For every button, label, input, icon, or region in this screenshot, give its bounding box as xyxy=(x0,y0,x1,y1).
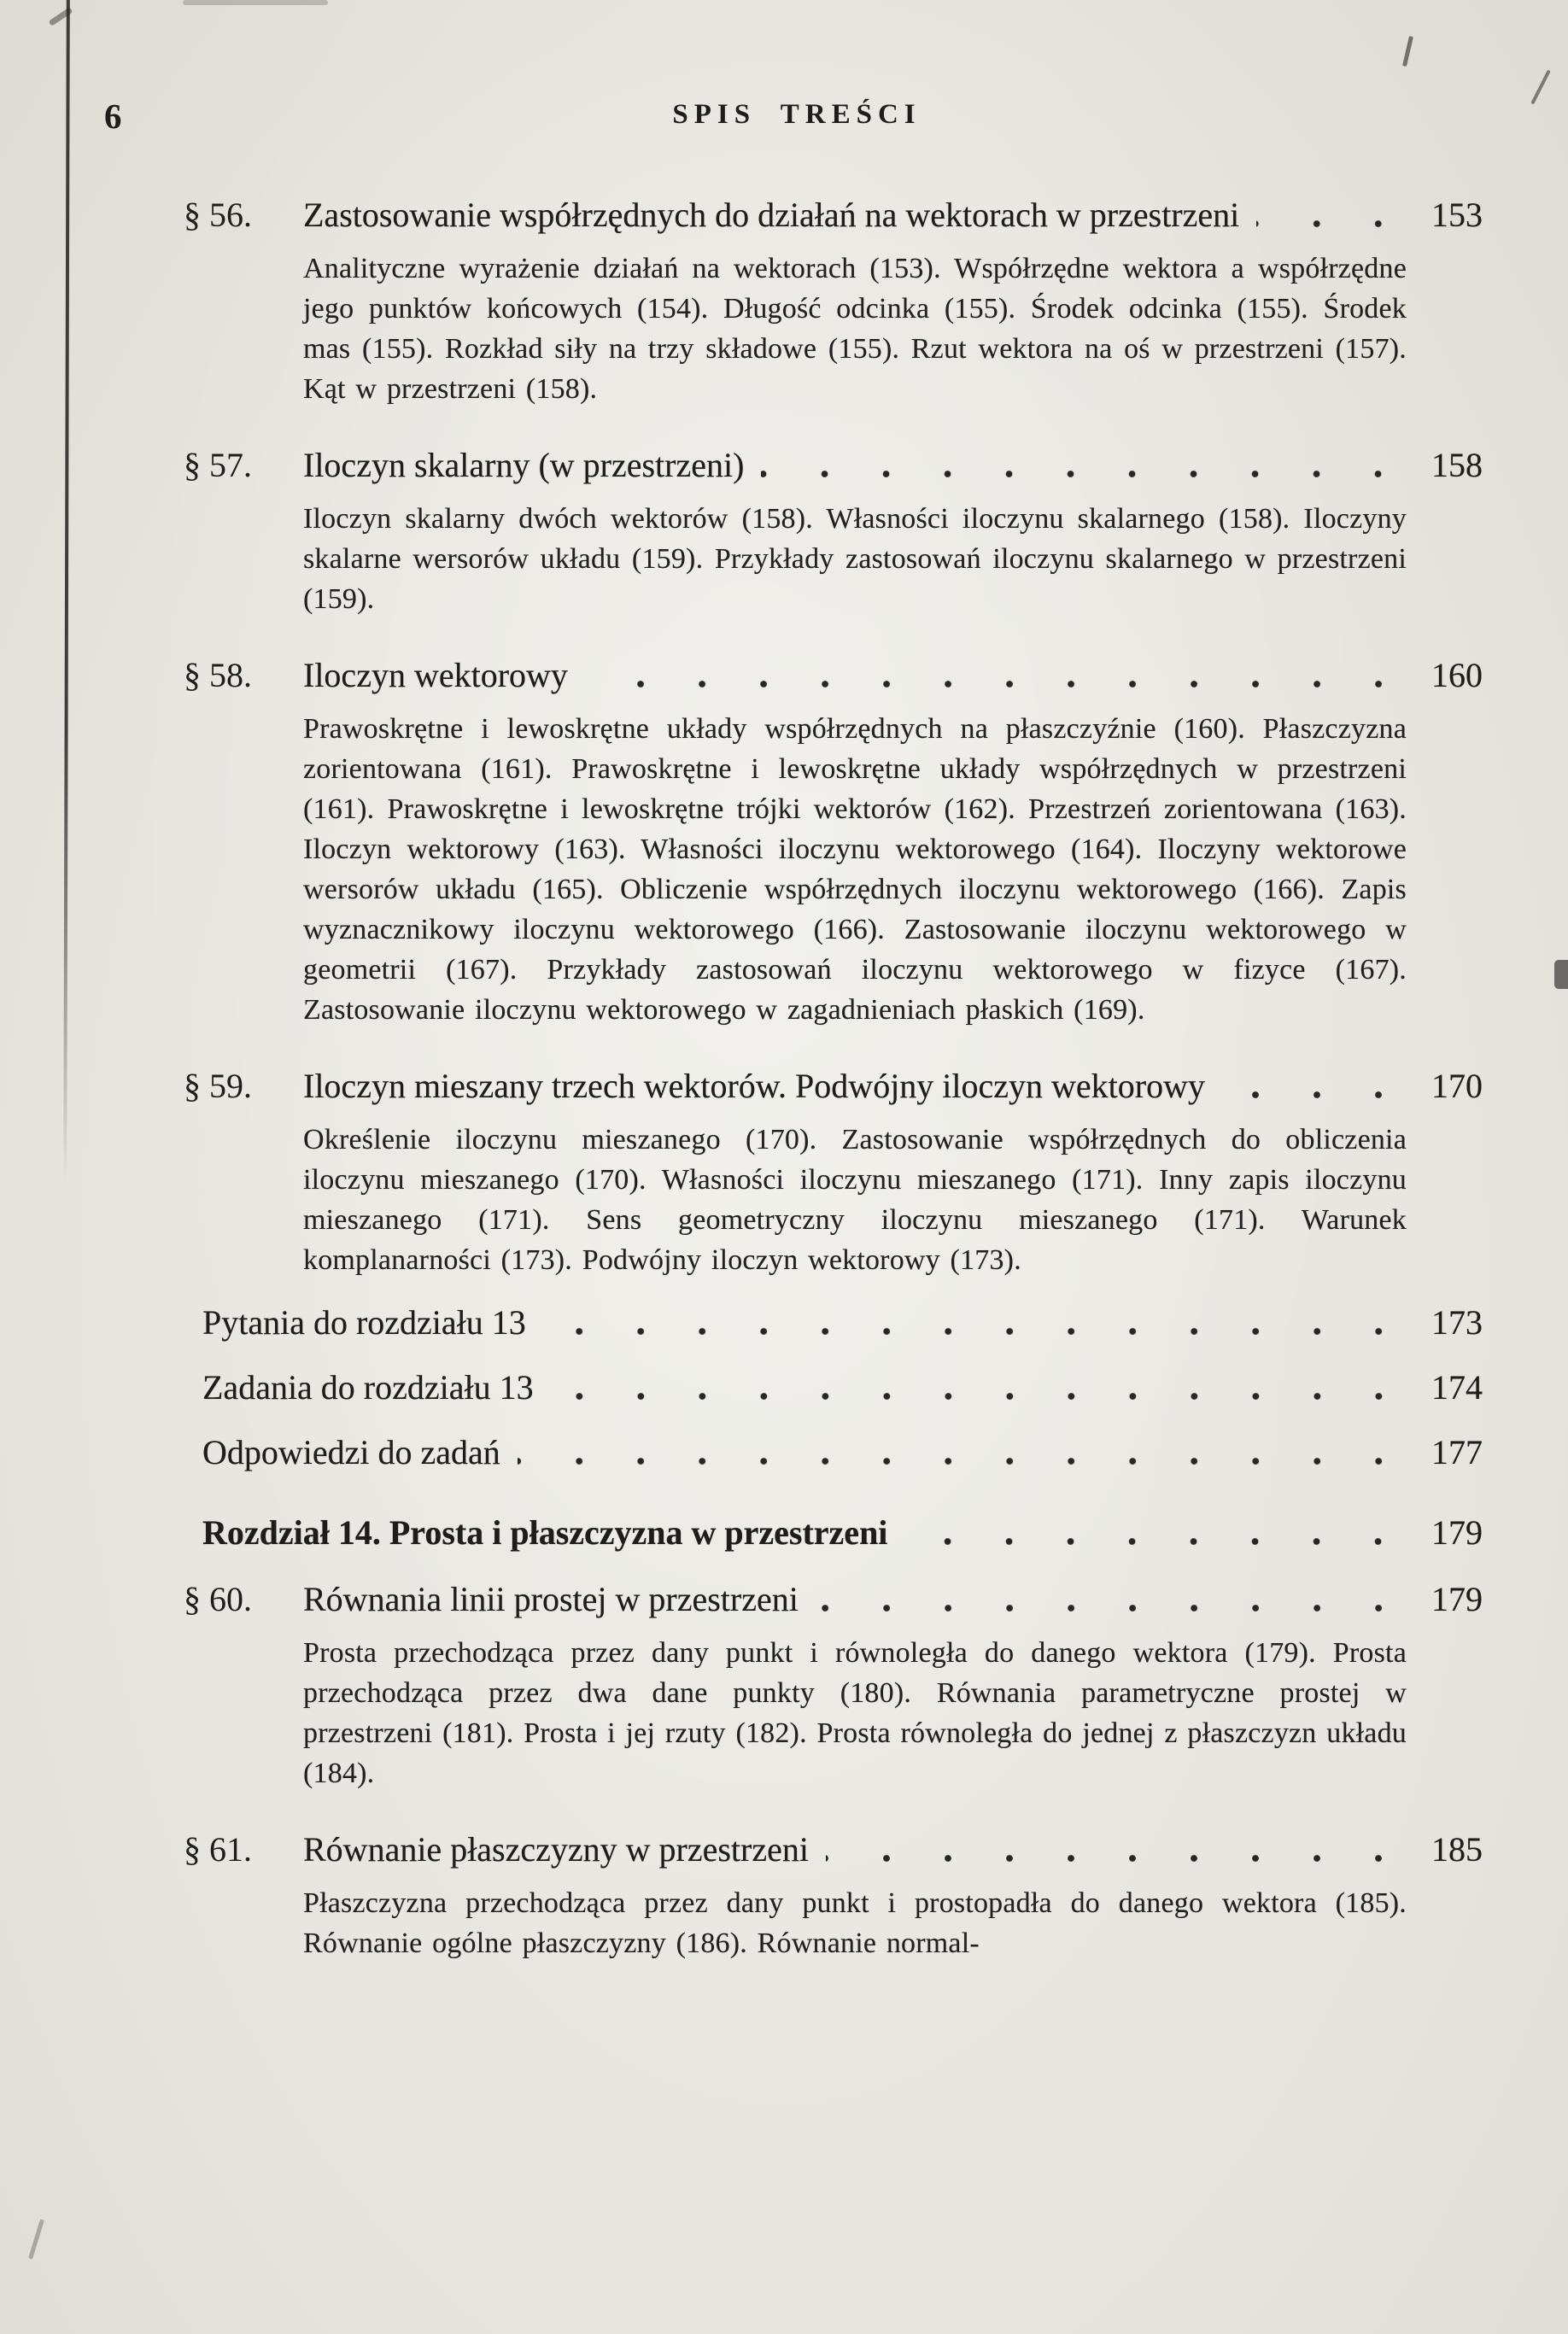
toc-entry-title: Równania linii prostej w przestrzeni xyxy=(303,1580,799,1618)
dot-leader xyxy=(1256,219,1409,229)
toc-entry-section-61 xyxy=(184,1828,1483,1963)
toc-entry-page: 173 xyxy=(1431,1303,1483,1342)
toc-entry-section-57 xyxy=(184,443,1483,619)
toc-entry-title: Pytania do rozdziału 13 xyxy=(202,1303,526,1342)
toc-entry-title: Iloczyn mieszany trzech wektorów. Podwójny iloczyn wektorowy xyxy=(303,1067,1205,1105)
toc-entry-title: Iloczyn wektorowy xyxy=(303,656,568,694)
running-head-title: SPIS TREŚCI xyxy=(672,99,921,130)
toc-entry-title: Równanie płaszczyzny w przestrzeni xyxy=(303,1830,809,1869)
section-label: § 58. xyxy=(184,656,252,694)
toc-entry-page: 158 xyxy=(1431,446,1483,484)
toc-entry-line xyxy=(184,653,1483,698)
toc-entry-line xyxy=(184,443,1483,488)
dot-leader xyxy=(518,1456,1409,1466)
toc-entry-description: Prosta przechodząca przez dany punkt i równoległa do danego wektora (179). Prosta przechodząca przez dwa dane punkty (180). Równania parametryczne prostej w przestrzeni (181). Prosta i jej rzuty (182). Prosta równoległa do jednej z płaszczyzn układu (184). xyxy=(303,1637,1407,1789)
toc-entry-section-56 xyxy=(184,193,1483,409)
running-head xyxy=(0,0,1568,147)
toc-entry-description: Określenie iloczynu mieszanego (170). Zastosowanie współrzędnych do obliczenia iloczynu mieszanego (170). Własności iloczynu mieszanego (171). Inny zapis iloczynu mieszanego (171). Sens geometryczny iloczynu mieszanego (171). Warunek komplanarności (173). Podwójny iloczyn wektorowy (173). xyxy=(303,1124,1407,1276)
dot-leader xyxy=(585,679,1409,689)
section-label: § 61. xyxy=(184,1830,252,1869)
toc-entry-section-59 xyxy=(184,1064,1483,1280)
toc-entry-chapter-14 xyxy=(184,1511,1483,1555)
page-number-folio: 6 xyxy=(104,97,123,136)
toc-entry-title: Iloczyn skalarny (w przestrzeni) xyxy=(303,446,745,484)
toc-entry-page: 170 xyxy=(1431,1067,1483,1105)
toc-entry-line xyxy=(202,1430,1483,1475)
toc-entry-exercises-ch13 xyxy=(184,1366,1483,1410)
toc-entry-description: Płaszczyzna przechodząca przez dany punkt i prostopadła do danego wektora (185). Równanie ogólne płaszczyzny (186). Równanie normal- xyxy=(303,1887,1407,1959)
toc-entry-section-58 xyxy=(184,653,1483,1030)
scan-artifact-bottom-left xyxy=(28,2219,44,2259)
toc-entry-line xyxy=(202,1511,1483,1555)
dot-leader xyxy=(543,1326,1409,1337)
toc-entry-description: Iloczyn skalarny dwóch wektorów (158). Własności iloczynu skalarnego (158). Iloczyny skalarne wersorów układu (159). Przykłady zastosowań iloczynu skalarnego w przestrzeni (159). xyxy=(303,503,1407,615)
toc-entry-page: 177 xyxy=(1431,1433,1483,1471)
toc-entry-line xyxy=(184,193,1483,237)
toc-entry-line xyxy=(202,1301,1483,1345)
section-label: § 59. xyxy=(184,1067,252,1105)
toc-entry-page: 153 xyxy=(1431,196,1483,234)
toc-entry-page: 160 xyxy=(1431,656,1483,694)
dot-leader xyxy=(826,1853,1409,1863)
dot-leader xyxy=(1222,1090,1409,1100)
toc-entry-description: Analityczne wyrażenie działań na wektorach (153). Współrzędne wektora a współrzędne jego punktów końcowych (154). Długość odcinka (155). Środek odcinka (155). Środek mas (155). Rozkład siły na trzy składowe (155). Rzut wektora na oś w przestrzeni (157). Kąt w przestrzeni (158). xyxy=(303,253,1407,405)
toc-entry-title: Rozdział 14. Prosta i płaszczyzna w przestrzeni xyxy=(202,1513,888,1552)
toc-entry-description: Prawoskrętne i lewoskrętne układy współrzędnych na płaszczyźnie (160). Płaszczyzna zorientowana (161). Prawoskrętne i lewoskrętne układy współrzędnych w przestrzeni (161). Prawoskrętne i lewoskrętne trójki wektorów (162). Przestrzeń zorientowana (163). Iloczyn wektorowy (163). Własności iloczynu wektorowego (164). Iloczyny wektorowe wersorów układu (165). Obliczenie współrzędnych iloczynu wektorowego (166). Zapis wyznacznikowy iloczynu wektorowego (166). Zastosowanie iloczynu wektorowego w geometrii (167). Przykłady zastosowań iloczynu wektorowego w fizyce (167). Zastosowanie iloczynu wektorowego w zagadnieniach płaskich (169). xyxy=(303,713,1407,1026)
toc-entry-page: 179 xyxy=(1431,1580,1483,1618)
section-label: § 60. xyxy=(184,1580,252,1618)
section-label: § 56. xyxy=(184,196,252,234)
section-label: § 57. xyxy=(184,446,252,484)
toc-entry-page: 179 xyxy=(1431,1513,1483,1552)
toc-entry-page: 185 xyxy=(1431,1830,1483,1869)
dot-leader xyxy=(904,1536,1409,1547)
toc-entry-line xyxy=(184,1828,1483,1872)
dot-leader xyxy=(761,469,1409,479)
toc-entry-line xyxy=(184,1064,1483,1109)
toc-entry-line xyxy=(202,1366,1483,1410)
dot-leader xyxy=(551,1391,1409,1401)
dot-leader xyxy=(816,1603,1409,1613)
toc-entry-title: Zastosowanie współrzędnych do działań na wektorach w przestrzeni xyxy=(303,196,1240,234)
toc-entry-line xyxy=(184,1577,1483,1622)
toc-entry-title: Odpowiedzi do zadań xyxy=(202,1433,500,1471)
toc-entry-questions-ch13 xyxy=(184,1301,1483,1345)
toc-entry-section-60 xyxy=(184,1577,1483,1793)
table-of-contents xyxy=(0,147,1568,1963)
toc-entry-page: 174 xyxy=(1431,1368,1483,1407)
toc-entry-answers xyxy=(184,1430,1483,1475)
toc-entry-title: Zadania do rozdziału 13 xyxy=(202,1368,534,1407)
